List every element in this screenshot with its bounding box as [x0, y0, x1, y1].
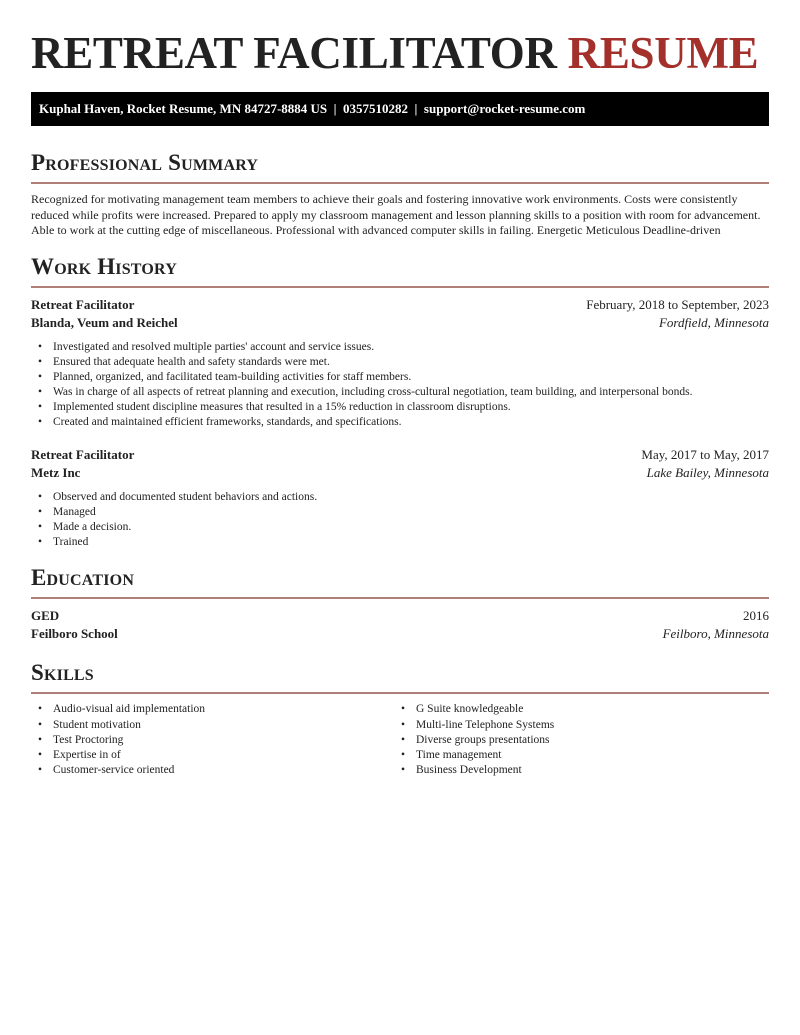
skill-item: • Business Development	[394, 763, 757, 778]
list-item: • Observed and documented student behaviors and actions.	[31, 490, 769, 505]
title-main: RETREAT FACILITATOR	[31, 28, 557, 78]
list-item: • Planned, organized, and facilitated team-building activities for staff members.	[31, 370, 769, 385]
skill-item: • Customer-service oriented	[31, 763, 394, 778]
resume-title	[31, 28, 769, 78]
skills-left	[31, 702, 394, 777]
degree: GED	[31, 608, 60, 624]
title-accent: RESUME	[567, 28, 759, 78]
divider	[31, 182, 769, 184]
skill-item: • Student motivation	[31, 718, 394, 733]
location: Lake Bailey, Minnesota	[646, 465, 769, 481]
school: Feilboro School	[31, 626, 118, 642]
list-item: • Was in charge of all aspects of retreat planning and execution, including cross-cultural negotiation, team building, and interpersonal bonds.	[31, 385, 769, 400]
skill-item: • Time management	[394, 748, 757, 763]
job-entry	[31, 296, 769, 431]
summary-text: Recognized for motivating management team members to achieve their goals and fostering innovative work environments. Costs were consistently reduced while profits were increased. Prepared to apply my classroom management and lesson planning skills to a position with room for advancement. Able to work at the cutting edge of miscellaneous. Professional with advanced computer skills in failing. Energetic Meticulous Deadline-driven	[31, 192, 761, 237]
list-item: • Managed	[31, 505, 769, 520]
skill-item: • Diverse groups presentations	[394, 733, 757, 748]
list-item: • Trained	[31, 535, 769, 550]
list-item: • Investigated and resolved multiple parties' account and service issues.	[31, 340, 769, 355]
job-list	[31, 296, 769, 551]
skill-item: • Test Proctoring	[31, 733, 394, 748]
education-entry	[31, 607, 769, 643]
list-item: • Implemented student discipline measures that resulted in a 15% reduction in classroom disruptions.	[31, 400, 769, 415]
year: 2016	[743, 608, 769, 624]
skill-item: • Audio-visual aid implementation	[31, 702, 394, 717]
list-item: • Ensured that adequate health and safety standards were met.	[31, 355, 769, 370]
email: support@rocket-resume.com	[423, 101, 586, 116]
skill-item: • Multi-line Telephone Systems	[394, 718, 757, 733]
skills-columns	[31, 694, 769, 777]
company: Blanda, Veum and Reichel	[31, 314, 178, 330]
separator: |	[333, 101, 337, 116]
job-bullets	[31, 490, 769, 550]
phone: 0357510282	[343, 101, 409, 116]
location: Fordfield, Minnesota	[658, 314, 769, 330]
contact-bar	[31, 92, 769, 126]
education-heading: Education	[31, 565, 135, 591]
job-title: Retreat Facilitator	[31, 296, 135, 312]
skills-heading: Skills	[31, 660, 94, 686]
divider	[31, 286, 769, 288]
list-item: • Created and maintained efficient frameworks, standards, and specifications.	[31, 415, 769, 430]
job-dates: February, 2018 to September, 2023	[586, 296, 769, 312]
skills-right	[394, 702, 757, 777]
company: Metz Inc	[31, 465, 81, 481]
work-heading: Work History	[31, 253, 177, 279]
skill-item: • Expertise in of	[31, 748, 394, 763]
list-item: • Made a decision.	[31, 520, 769, 535]
location: Feilboro, Minnesota	[662, 626, 769, 642]
job-bullets	[31, 340, 769, 431]
separator: |	[414, 101, 418, 116]
job-title: Retreat Facilitator	[31, 447, 135, 463]
divider	[31, 597, 769, 599]
address: Kuphal Haven, Rocket Resume, MN 84727-8884 US	[39, 101, 328, 116]
skill-item: • G Suite knowledgeable	[394, 702, 757, 717]
job-entry	[31, 446, 769, 550]
resume	[31, 0, 769, 778]
job-dates: May, 2017 to May, 2017	[641, 447, 769, 463]
summary-heading: Professional Summary	[31, 150, 259, 175]
